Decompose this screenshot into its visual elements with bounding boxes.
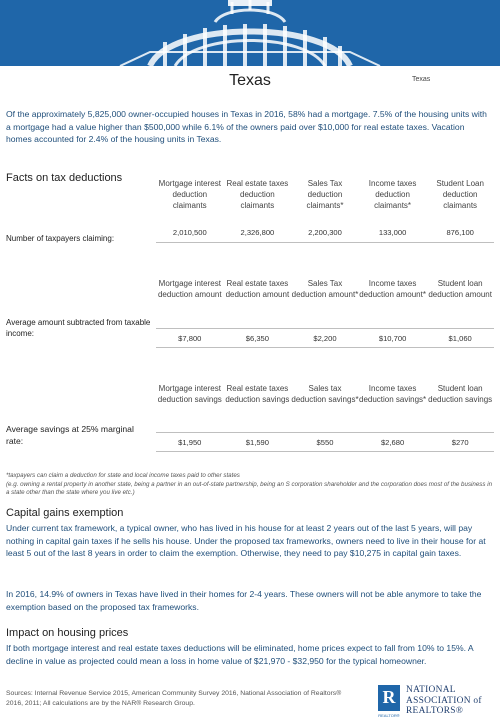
table-cell: 2,200,300 — [308, 228, 342, 237]
footnote — [6, 472, 494, 498]
table-cell: 2,010,500 — [172, 228, 207, 237]
logo-line: REALTORS® — [406, 706, 464, 717]
table-cell: $550 — [316, 437, 334, 447]
table-cell: 2,326,800 — [240, 228, 275, 237]
capital-gains-paragraph-2: In 2016, 14.9% of owners in Texas have lived in their homes for 2-4 years. These owners will not be able anymore to take the exemption based on the proposed tax frameworks. — [6, 589, 482, 612]
intro-paragraph: Of the approximately 5,825,000 owner-occupied houses in Texas in 2016, 58% had a mortgage. 7.5% of the housing units with a mortgage had a value higher than $500,000 while 6.1% of the owners paid over $10,000 for real estate taxes. Vacation homes accounted for 2.4% of the housing units in Texas. — [6, 109, 487, 145]
savings-table — [156, 384, 494, 452]
column-header: Real estate taxes deduction amount — [225, 279, 290, 299]
facts-heading: Facts on tax deductions — [6, 172, 123, 184]
table-cell: $270 — [451, 437, 469, 447]
row-label-claimants: Number of taxpayers claiming: — [6, 234, 115, 243]
logo-line: NATIONAL — [406, 685, 456, 695]
table-cell: $6,350 — [245, 333, 269, 343]
table-cell: $10,700 — [378, 333, 407, 343]
page-title: Texas — [229, 72, 271, 89]
column-header: Student loan deduction amount — [428, 279, 492, 299]
logo-letter: R — [382, 687, 396, 707]
table-cell: $2,200 — [313, 333, 337, 343]
claimants-table — [156, 179, 494, 243]
table-cell: $2,680 — [380, 437, 405, 447]
housing-paragraph: If both mortgage interest and real estate taxes deductions will be eliminated, home prices expect to fall from 10% to 15%. A decline in value as projected could mean a loss in home value of $21,970 - $32,950 for the typical homeowner. — [6, 643, 474, 666]
column-header: Student Loan deduction claimants — [436, 179, 484, 210]
table-cell: $7,800 — [178, 333, 202, 343]
table-cell: $1,950 — [178, 437, 202, 447]
column-header: Mortgage interest deduction amount — [157, 279, 222, 299]
table-row — [156, 432, 494, 452]
column-header: Real estate taxes deduction claimants — [226, 179, 289, 210]
table-cell: $1,590 — [245, 437, 269, 447]
amount-table — [156, 279, 494, 348]
logo-wordmark — [406, 685, 482, 717]
sources-note: Sources: Internal Revenue Service 2015, American Community Survey 2016, National Association of Realtors® 2016, 2011; All calculations are by the NAR® Research Group. — [6, 690, 342, 707]
nar-logo — [378, 685, 496, 719]
table-row — [156, 328, 494, 348]
capital-gains-heading: Capital gains exemption — [6, 507, 124, 519]
logo-line: ASSOCIATION of — [406, 695, 482, 706]
column-header: Mortgage interest deduction claimants — [158, 179, 221, 210]
realtor-r-logo-icon — [378, 685, 400, 711]
row-label-amount: Average amount subtracted from taxable income: — [6, 318, 151, 338]
row-label-savings: Average savings at 25% marginal rate: — [6, 424, 134, 446]
capital-gains-paragraph-1: Under current tax framework, a typical owner, who has lived in his house for at least 2 years out of the last 5 years, will pay nothing in capital gain taxes if he sells his house. Under the proposed tax frameworks, owners need to live in their house for at least 5 out of the last 8 years in order to claim the exemption. Otherwise, they need to pay $10,275 in capital gain taxes. — [6, 523, 486, 559]
column-header: Income taxes deduction savings* — [359, 384, 427, 404]
column-header: Sales tax deduction savings* — [291, 384, 359, 404]
capitol-dome-icon — [0, 0, 500, 66]
column-header: Income taxes deduction claimants* — [368, 179, 417, 210]
logo-under-text: REALTOR® — [378, 713, 400, 718]
table-row — [156, 223, 494, 243]
table-cell: 133,000 — [378, 228, 407, 237]
column-header: Sales Tax deduction claimants* — [306, 179, 344, 210]
footnote-line: (e.g. owning a rental property in another state, being a partner in an out-of-state partnership, being an S corporation shareholder and the corporation does most of the business in a state other than the state where you live etc.) — [6, 480, 493, 497]
state-tag: Texas — [412, 76, 431, 83]
table-cell: 876,100 — [446, 228, 474, 237]
column-header: Real estate taxes deduction savings — [225, 384, 290, 404]
column-header: Mortgage interest deduction savings — [157, 384, 222, 404]
footnote-line: *taxpayers can claim a deduction for state and local income taxes paid to other states — [6, 472, 240, 479]
table-cell: $1,060 — [448, 333, 472, 343]
header-banner — [0, 0, 500, 66]
column-header: Student loan deduction savings — [428, 384, 493, 404]
column-header: Income taxes deduction amount* — [359, 279, 426, 299]
housing-heading: Impact on housing prices — [6, 627, 129, 639]
column-header: Sales Tax deduction amount* — [291, 279, 359, 299]
